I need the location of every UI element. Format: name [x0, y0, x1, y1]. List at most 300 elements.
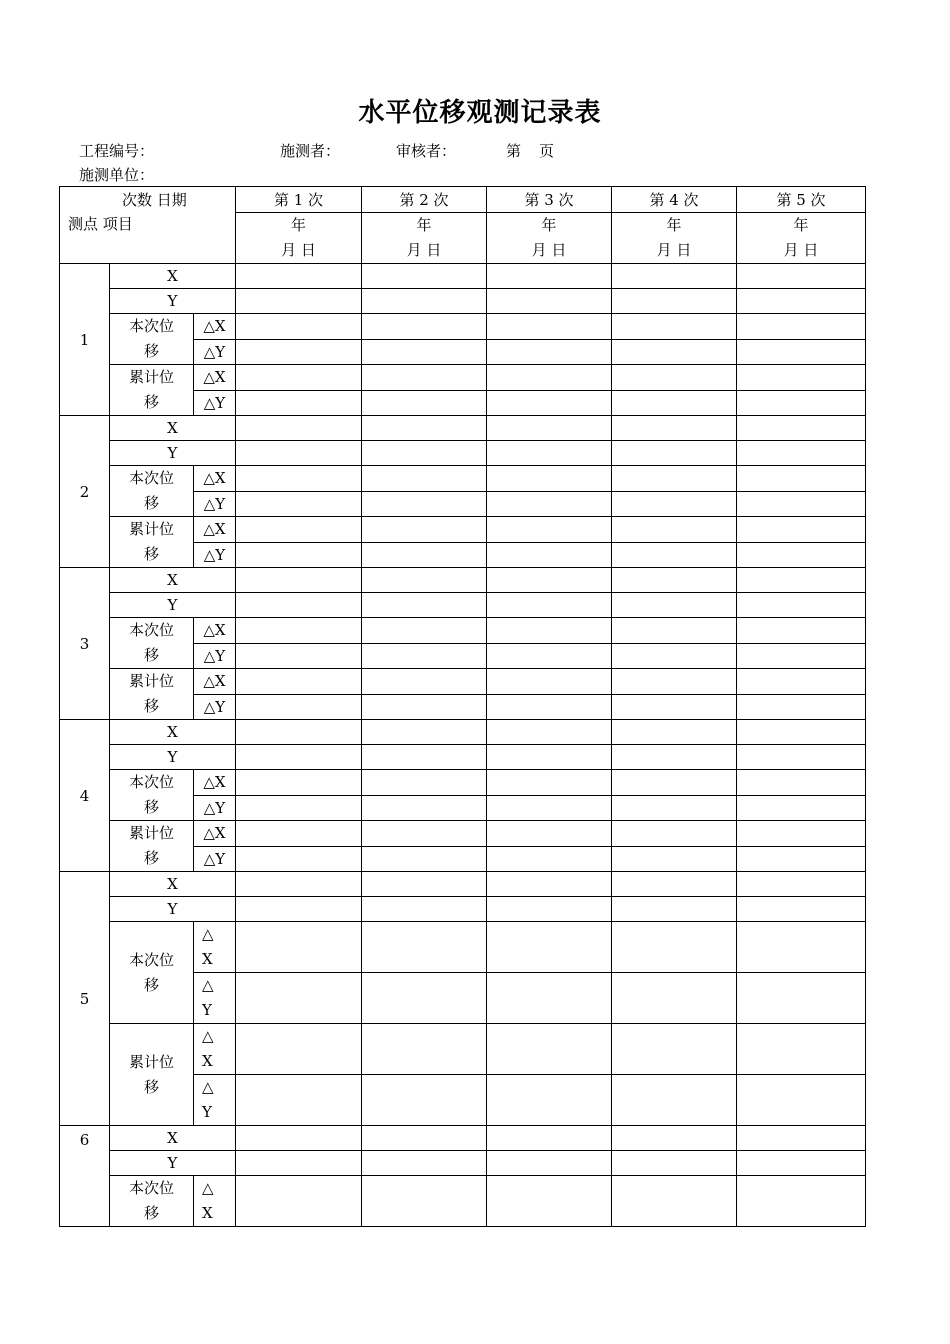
year-label: 年	[541, 216, 557, 234]
cumulative-displacement-line1: 累计位	[128, 824, 174, 842]
data-cell-time-3[interactable]	[487, 466, 612, 492]
data-cell-time-5[interactable]	[737, 618, 866, 644]
point-1-row	[60, 314, 866, 340]
point-number-cell: 3	[60, 568, 110, 720]
data-cell-time-4[interactable]	[612, 795, 737, 821]
data-cell-time-2[interactable]	[362, 821, 487, 847]
data-cell-time-5[interactable]	[737, 795, 866, 821]
page-ye-label: 页	[539, 142, 555, 160]
data-cell-time-3[interactable]	[487, 365, 612, 391]
point-number-cell: 5	[60, 872, 110, 1126]
data-cell-time-3[interactable]	[487, 694, 612, 720]
time-header-4: 第 4 次	[612, 187, 737, 213]
month-day-label: 月 日	[656, 241, 692, 259]
data-cell-time-5[interactable]	[737, 390, 866, 416]
axis-y: Y	[202, 1103, 212, 1121]
point-3-row	[60, 593, 866, 618]
delta-y-label	[194, 973, 236, 1024]
date-cell-5[interactable]	[737, 213, 866, 264]
current-displacement-label	[110, 314, 194, 365]
data-cell-time-5[interactable]	[737, 720, 866, 745]
data-cell-time-2[interactable]	[362, 289, 487, 314]
data-cell-time-4[interactable]	[612, 339, 737, 365]
delta-x-label: △X	[194, 770, 236, 796]
data-cell-time-1[interactable]	[236, 846, 362, 872]
data-cell-time-2[interactable]	[362, 770, 487, 796]
data-cell-time-1[interactable]	[236, 669, 362, 695]
delta-symbol: △	[202, 1027, 214, 1045]
data-cell-time-5[interactable]	[737, 1126, 866, 1151]
cumulative-displacement-label	[110, 669, 194, 720]
data-cell-time-4[interactable]	[612, 1176, 737, 1227]
data-cell-time-5[interactable]	[737, 872, 866, 897]
page-di-label: 第	[506, 142, 522, 160]
data-cell-time-2[interactable]	[362, 491, 487, 517]
data-cell-time-1[interactable]	[236, 872, 362, 897]
delta-x-label: △X	[194, 618, 236, 644]
data-cell-time-2[interactable]	[362, 922, 487, 973]
data-cell-time-3[interactable]	[487, 770, 612, 796]
delta-x-label	[194, 1176, 236, 1227]
time-header-1: 第 1 次	[236, 187, 362, 213]
data-cell-time-5[interactable]	[737, 441, 866, 466]
data-cell-time-4[interactable]	[612, 441, 737, 466]
data-cell-time-2[interactable]	[362, 1075, 487, 1126]
cumulative-displacement-line1: 累计位	[128, 368, 174, 386]
data-cell-time-3[interactable]	[487, 897, 612, 922]
data-cell-time-5[interactable]	[737, 593, 866, 618]
data-cell-time-2[interactable]	[362, 466, 487, 492]
data-cell-time-5[interactable]	[737, 339, 866, 365]
data-cell-time-4[interactable]	[612, 466, 737, 492]
data-cell-time-3[interactable]	[487, 1151, 612, 1176]
data-cell-time-5[interactable]	[737, 745, 866, 770]
data-cell-time-5[interactable]	[737, 1176, 866, 1227]
data-cell-time-1[interactable]	[236, 390, 362, 416]
coord-y-label: Y	[110, 289, 236, 314]
data-cell-time-1[interactable]	[236, 821, 362, 847]
data-cell-time-5[interactable]	[737, 973, 866, 1024]
coord-y-label: Y	[110, 441, 236, 466]
cumulative-displacement-line2: 移	[143, 545, 159, 563]
data-cell-time-4[interactable]	[612, 289, 737, 314]
point-number-cell: 2	[60, 416, 110, 568]
delta-y-label: △Y	[194, 795, 236, 821]
current-displacement-label	[110, 618, 194, 669]
data-cell-time-2[interactable]	[362, 973, 487, 1024]
surveyor-label: 施测者：	[280, 142, 341, 160]
point-2-row	[60, 466, 866, 492]
current-displacement-line1: 本次位	[128, 469, 174, 487]
cumulative-displacement-label	[110, 365, 194, 416]
cumulative-displacement-line1: 累计位	[128, 1052, 174, 1071]
data-cell-time-5[interactable]	[737, 264, 866, 289]
cumulative-delta-x-label: △X	[194, 821, 236, 847]
delta-symbol: △	[202, 1078, 214, 1096]
coord-x-label: X	[110, 568, 236, 593]
data-cell-time-1[interactable]	[236, 466, 362, 492]
data-cell-time-5[interactable]	[737, 568, 866, 593]
data-cell-time-4[interactable]	[612, 922, 737, 973]
data-cell-time-1[interactable]	[236, 593, 362, 618]
data-cell-time-3[interactable]	[487, 669, 612, 695]
data-cell-time-4[interactable]	[612, 897, 737, 922]
coord-x-label: X	[110, 416, 236, 441]
coord-y-label: Y	[110, 1151, 236, 1176]
data-cell-time-1[interactable]	[236, 568, 362, 593]
record-table	[59, 186, 866, 1227]
data-cell-time-5[interactable]	[737, 846, 866, 872]
data-cell-time-1[interactable]	[236, 973, 362, 1024]
data-cell-time-1[interactable]	[236, 795, 362, 821]
survey-unit-label: 施测单位：	[79, 166, 155, 184]
point-1-row	[60, 365, 866, 391]
data-cell-time-3[interactable]	[487, 745, 612, 770]
corner-header-top: 次数 日期	[122, 191, 187, 209]
data-cell-time-1[interactable]	[236, 897, 362, 922]
data-cell-time-2[interactable]	[362, 1176, 487, 1227]
data-cell-time-2[interactable]	[362, 593, 487, 618]
data-cell-time-4[interactable]	[612, 643, 737, 669]
current-displacement-line1: 本次位	[128, 621, 174, 639]
coord-x-label: X	[110, 872, 236, 897]
data-cell-time-3[interactable]	[487, 416, 612, 441]
data-cell-time-5[interactable]	[737, 491, 866, 517]
data-cell-time-1[interactable]	[236, 1075, 362, 1126]
coord-x-label: X	[110, 264, 236, 289]
current-displacement-line2: 移	[143, 342, 159, 360]
data-cell-time-4[interactable]	[612, 568, 737, 593]
data-cell-time-2[interactable]	[362, 314, 487, 340]
point-5-row	[60, 872, 866, 897]
data-cell-time-4[interactable]	[612, 1075, 737, 1126]
data-cell-time-2[interactable]	[362, 694, 487, 720]
page-title: 水平位移观测记录表	[358, 98, 602, 128]
cumulative-delta-x-label: △X	[194, 669, 236, 695]
cumulative-delta-y-label: △Y	[194, 390, 236, 416]
current-displacement-label	[110, 770, 194, 821]
data-cell-time-2[interactable]	[362, 542, 487, 568]
point-5-row	[60, 922, 866, 973]
current-displacement-line2: 移	[143, 1204, 159, 1222]
data-cell-time-5[interactable]	[737, 416, 866, 441]
data-cell-time-2[interactable]	[362, 618, 487, 644]
cumulative-displacement-line1: 累计位	[128, 672, 174, 690]
data-cell-time-2[interactable]	[362, 643, 487, 669]
point-3-row	[60, 669, 866, 695]
data-cell-time-4[interactable]	[612, 1151, 737, 1176]
data-cell-time-2[interactable]	[362, 416, 487, 441]
coord-y-label: Y	[110, 593, 236, 618]
data-cell-time-2[interactable]	[362, 339, 487, 365]
current-displacement-line1: 本次位	[128, 1179, 174, 1197]
data-cell-time-3[interactable]	[487, 643, 612, 669]
point-2-row	[60, 416, 866, 441]
data-cell-time-2[interactable]	[362, 365, 487, 391]
cumulative-delta-x-label: △X	[194, 365, 236, 391]
delta-x-label: △X	[194, 314, 236, 340]
current-displacement-line1: 本次位	[128, 317, 174, 335]
point-5-row	[60, 1024, 866, 1075]
data-cell-time-4[interactable]	[612, 618, 737, 644]
data-cell-time-5[interactable]	[737, 365, 866, 391]
data-cell-time-5[interactable]	[737, 466, 866, 492]
year-label: 年	[416, 216, 432, 234]
data-cell-time-3[interactable]	[487, 1126, 612, 1151]
data-cell-time-5[interactable]	[737, 1024, 866, 1075]
cumulative-displacement-line2: 移	[143, 1077, 159, 1096]
cumulative-displacement-line2: 移	[143, 393, 159, 411]
coord-x-label: X	[110, 720, 236, 745]
data-cell-time-3[interactable]	[487, 872, 612, 897]
delta-y-label: △Y	[194, 339, 236, 365]
cumulative-delta-y-label: △Y	[194, 694, 236, 720]
data-cell-time-1[interactable]	[236, 441, 362, 466]
data-cell-time-4[interactable]	[612, 264, 737, 289]
data-cell-time-2[interactable]	[362, 390, 487, 416]
data-cell-time-3[interactable]	[487, 795, 612, 821]
point-4-row	[60, 770, 866, 796]
data-cell-time-3[interactable]	[487, 441, 612, 466]
data-cell-time-1[interactable]	[236, 517, 362, 543]
point-1-row	[60, 289, 866, 314]
data-cell-time-3[interactable]	[487, 542, 612, 568]
data-cell-time-2[interactable]	[362, 1151, 487, 1176]
data-cell-time-5[interactable]	[737, 669, 866, 695]
data-cell-time-4[interactable]	[612, 745, 737, 770]
data-cell-time-4[interactable]	[612, 770, 737, 796]
data-cell-time-3[interactable]	[487, 491, 612, 517]
data-cell-time-4[interactable]	[612, 872, 737, 897]
date-cell-2[interactable]	[362, 213, 487, 264]
coord-y-label: Y	[110, 745, 236, 770]
time-header-2: 第 2 次	[362, 187, 487, 213]
project-no-label: 工程编号：	[79, 142, 155, 160]
cumulative-delta-y-label	[194, 1075, 236, 1126]
date-cell-4[interactable]	[612, 213, 737, 264]
data-cell-time-5[interactable]	[737, 1151, 866, 1176]
cumulative-displacement-line2: 移	[143, 849, 159, 867]
data-cell-time-4[interactable]	[612, 542, 737, 568]
data-cell-time-5[interactable]	[737, 694, 866, 720]
cumulative-displacement-label	[110, 517, 194, 568]
point-number-cell: 4	[60, 720, 110, 872]
record-table-body	[60, 187, 866, 1227]
time-header-3: 第 3 次	[487, 187, 612, 213]
data-cell-time-3[interactable]	[487, 390, 612, 416]
data-cell-time-2[interactable]	[362, 897, 487, 922]
data-cell-time-4[interactable]	[612, 720, 737, 745]
data-cell-time-1[interactable]	[236, 339, 362, 365]
data-cell-time-5[interactable]	[737, 289, 866, 314]
data-cell-time-2[interactable]	[362, 517, 487, 543]
point-1-row	[60, 264, 866, 289]
month-day-label: 月 日	[783, 241, 819, 259]
point-4-row	[60, 720, 866, 745]
data-cell-time-2[interactable]	[362, 441, 487, 466]
data-cell-time-5[interactable]	[737, 770, 866, 796]
data-cell-time-2[interactable]	[362, 720, 487, 745]
data-cell-time-5[interactable]	[737, 922, 866, 973]
axis-y: Y	[202, 1001, 212, 1019]
month-day-label: 月 日	[281, 241, 316, 259]
point-6-row	[60, 1151, 866, 1176]
point-4-row	[60, 821, 866, 847]
data-cell-time-3[interactable]	[487, 1176, 612, 1227]
time-header-5: 第 5 次	[737, 187, 866, 213]
data-cell-time-3[interactable]	[487, 568, 612, 593]
data-cell-time-1[interactable]	[236, 745, 362, 770]
cumulative-delta-x-label: △X	[194, 517, 236, 543]
delta-symbol: △	[202, 1179, 214, 1197]
data-cell-time-1[interactable]	[236, 365, 362, 391]
delta-x-label: △X	[194, 466, 236, 492]
data-cell-time-1[interactable]	[236, 1176, 362, 1227]
data-cell-time-3[interactable]	[487, 1024, 612, 1075]
data-cell-time-2[interactable]	[362, 1024, 487, 1075]
data-cell-time-2[interactable]	[362, 846, 487, 872]
current-displacement-label	[110, 922, 194, 1024]
data-cell-time-2[interactable]	[362, 264, 487, 289]
data-cell-time-4[interactable]	[612, 1024, 737, 1075]
data-cell-time-3[interactable]	[487, 314, 612, 340]
point-number-cell: 6	[60, 1126, 110, 1227]
cumulative-displacement-line1: 累计位	[128, 520, 174, 538]
data-cell-time-3[interactable]	[487, 922, 612, 973]
data-cell-time-1[interactable]	[236, 694, 362, 720]
data-cell-time-1[interactable]	[236, 314, 362, 340]
corner-header-bottom: 测点 项目	[68, 215, 133, 233]
data-cell-time-1[interactable]	[236, 1126, 362, 1151]
point-2-row	[60, 517, 866, 543]
data-cell-time-3[interactable]	[487, 339, 612, 365]
current-displacement-line1: 本次位	[128, 950, 174, 969]
coord-x-label: X	[110, 1126, 236, 1151]
point-number-cell: 1	[60, 264, 110, 416]
current-displacement-line1: 本次位	[128, 773, 174, 791]
data-cell-time-1[interactable]	[236, 770, 362, 796]
data-cell-time-4[interactable]	[612, 973, 737, 1024]
data-cell-time-1[interactable]	[236, 720, 362, 745]
data-cell-time-3[interactable]	[487, 517, 612, 543]
data-cell-time-4[interactable]	[612, 1126, 737, 1151]
cumulative-displacement-label	[110, 821, 194, 872]
delta-symbol: △	[202, 925, 214, 943]
data-cell-time-4[interactable]	[612, 694, 737, 720]
data-cell-time-4[interactable]	[612, 314, 737, 340]
data-cell-time-1[interactable]	[236, 542, 362, 568]
data-cell-time-3[interactable]	[487, 821, 612, 847]
data-cell-time-5[interactable]	[737, 314, 866, 340]
point-6-row	[60, 1176, 866, 1227]
data-cell-time-1[interactable]	[236, 416, 362, 441]
data-cell-time-3[interactable]	[487, 289, 612, 314]
current-displacement-line2: 移	[143, 798, 159, 816]
data-cell-time-3[interactable]	[487, 618, 612, 644]
data-cell-time-5[interactable]	[737, 821, 866, 847]
point-6-row	[60, 1126, 866, 1151]
data-cell-time-4[interactable]	[612, 669, 737, 695]
current-displacement-line2: 移	[143, 494, 159, 512]
data-cell-time-3[interactable]	[487, 1075, 612, 1126]
current-displacement-label	[110, 1176, 194, 1227]
data-cell-time-3[interactable]	[487, 973, 612, 1024]
cumulative-delta-y-label: △Y	[194, 846, 236, 872]
data-cell-time-1[interactable]	[236, 289, 362, 314]
data-cell-time-4[interactable]	[612, 517, 737, 543]
date-cell-3[interactable]	[487, 213, 612, 264]
data-cell-time-5[interactable]	[737, 643, 866, 669]
data-cell-time-4[interactable]	[612, 390, 737, 416]
data-cell-time-4[interactable]	[612, 416, 737, 441]
year-label: 年	[666, 216, 682, 234]
cumulative-delta-y-label: △Y	[194, 542, 236, 568]
cumulative-delta-x-label	[194, 1024, 236, 1075]
cumulative-displacement-line2: 移	[143, 697, 159, 715]
data-cell-time-4[interactable]	[612, 821, 737, 847]
data-cell-time-4[interactable]	[612, 365, 737, 391]
data-cell-time-5[interactable]	[737, 1075, 866, 1126]
month-day-label: 月 日	[406, 241, 442, 259]
point-3-row	[60, 618, 866, 644]
data-cell-time-1[interactable]	[236, 643, 362, 669]
current-displacement-label	[110, 466, 194, 517]
data-cell-time-2[interactable]	[362, 669, 487, 695]
data-cell-time-3[interactable]	[487, 720, 612, 745]
data-cell-time-5[interactable]	[737, 542, 866, 568]
data-cell-time-2[interactable]	[362, 872, 487, 897]
reviewer-label: 审核者：	[396, 142, 457, 160]
data-cell-time-3[interactable]	[487, 264, 612, 289]
data-cell-time-1[interactable]	[236, 1024, 362, 1075]
delta-y-label: △Y	[194, 643, 236, 669]
data-cell-time-1[interactable]	[236, 922, 362, 973]
month-day-label: 月 日	[531, 241, 567, 259]
data-cell-time-5[interactable]	[737, 517, 866, 543]
cumulative-displacement-label	[110, 1024, 194, 1126]
data-cell-time-2[interactable]	[362, 568, 487, 593]
point-3-row	[60, 568, 866, 593]
delta-x-label	[194, 922, 236, 973]
axis-x: X	[202, 1052, 213, 1070]
data-cell-time-5[interactable]	[737, 897, 866, 922]
data-cell-time-2[interactable]	[362, 795, 487, 821]
data-cell-time-4[interactable]	[612, 593, 737, 618]
data-cell-time-1[interactable]	[236, 1151, 362, 1176]
year-label: 年	[793, 216, 809, 234]
data-cell-time-1[interactable]	[236, 264, 362, 289]
date-cell-1[interactable]	[236, 213, 362, 264]
data-cell-time-1[interactable]	[236, 618, 362, 644]
data-cell-time-2[interactable]	[362, 1126, 487, 1151]
point-5-row	[60, 897, 866, 922]
year-label: 年	[290, 216, 306, 234]
corner-header-cell	[60, 187, 236, 264]
data-cell-time-2[interactable]	[362, 745, 487, 770]
current-displacement-line2: 移	[143, 975, 159, 994]
point-4-row	[60, 745, 866, 770]
data-cell-time-4[interactable]	[612, 846, 737, 872]
coord-y-label: Y	[110, 897, 236, 922]
axis-x: X	[202, 1204, 213, 1222]
data-cell-time-1[interactable]	[236, 491, 362, 517]
header-row-1	[60, 187, 866, 213]
data-cell-time-3[interactable]	[487, 593, 612, 618]
data-cell-time-3[interactable]	[487, 846, 612, 872]
current-displacement-line2: 移	[143, 646, 159, 664]
data-cell-time-4[interactable]	[612, 491, 737, 517]
axis-x: X	[202, 950, 213, 968]
